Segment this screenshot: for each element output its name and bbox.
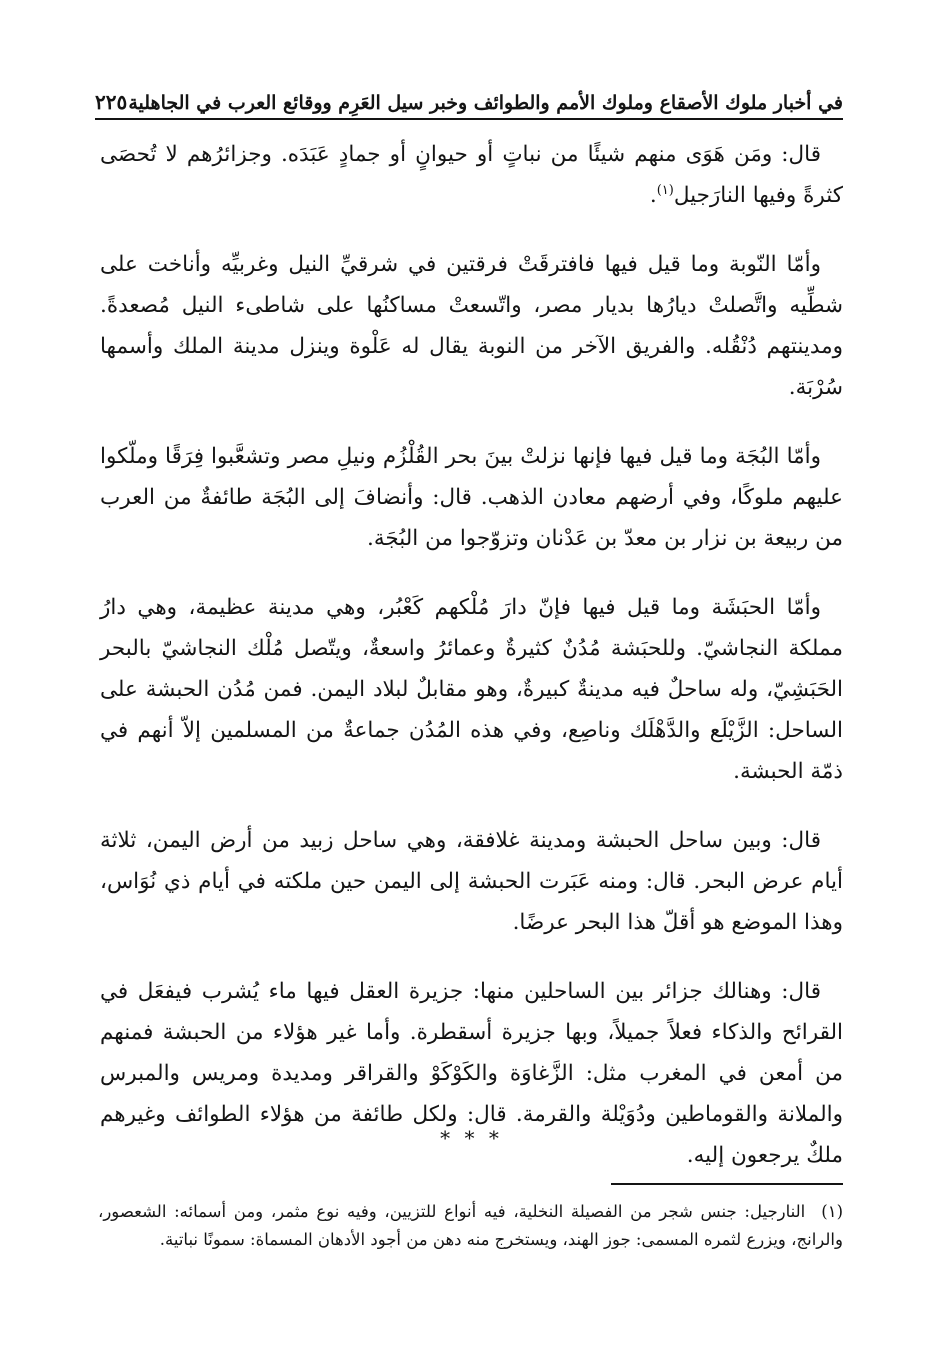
paragraph-text: قال: ومَن هَوَى منهم شيئًا من نباتٍ أو حيوانٍ أو جمادٍ عَبَدَه. وجزائرُهم لا تُحصَى كثرةً وفيها النارَجيل (100, 142, 843, 208)
paragraph: وأمّا البُجَة وما قيل فيها فإنها نزلتْ بينَ بحر القُلْزُم ونيلِ مصر وتشعَّبوا فِرَقًا وملّكوا عليهم ملوكًا، وفي أرضهم معادن الذهب. قال: وأنضافَ إلى البُجَة طائفةٌ من العرب من ربيعة بن نزار بن معدّ بن عَدْنان وتزوّجوا من البُجَة. (100, 444, 843, 551)
paragraph: وأمّا النّوبة وما قيل فيها فافترقَتْ فرقتين في شرقيِّ النيل وغربيِّه وأناخت على شطِّيه واتَّصلتْ ديارُها بديار مصر، واتّسعتْ مساكنُها على شاطىء النيل مُصعدةً. ومدينتهم دُنْقُله. والفريق الآخر من النوبة يقال له عَلْوة وينزل مدينة الملك وأسمها سُرْبَة. (100, 252, 843, 400)
paragraph: قال: وبين ساحل الحبشة ومدينة غلافقة، وهي ساحل زبيد من أرض اليمن، ثلاثة أيام عرض البحر. قال: ومنه عَبَرت الحبشة إلى اليمن حين ملكته في أيام ذي نُوَاس، وهذا الموضع هو أقلّ هذا البحر عرضًا. (100, 828, 843, 935)
paragraph-tail: . (649, 183, 657, 208)
running-header (95, 80, 843, 120)
page-body (100, 134, 843, 1204)
footnote-text: النارجيل: جنس شجر من الفصيلة النخلية، فيه أنواع للتزيين، وفيه نوع مثمر، ومن أسمائه: الشعصور، والرانج، ويزرع لثمره المسمى: جوز الهند، ويستخرج منه دهن من أجود الأدهان المسماة: سمونًا نباتية. (98, 1202, 843, 1249)
footnote-marker: (١) (821, 1202, 843, 1221)
footnote-reference[interactable]: (١) (656, 182, 674, 198)
page-number: ٢٢٥ (95, 90, 128, 114)
footnote (98, 1198, 843, 1254)
paragraph: وأمّا الحبَشَة وما قيل فيها فإنّ دارَ مُلْكهم كَعْبُر، وهي مدينة عظيمة، وهي دارُ مملكة النجاشيّ. وللحبَشة مُدُنٌ كثيرةٌ وعمائرُ واسعةٌ، ويتّصل مُلْك النجاشيّ بالبحر الحَبَشِيّ، وله ساحلٌ فيه مدينةٌ كبيرةٌ، وهو مقابلٌ لبلاد اليمن. فمن مُدُن الحبشة على الساحل: الزَّيْلَع والدَّهْلَك وناصِع، وفي هذه المُدُن جماعةٌ من المسلمين إلاّ أنهم في ذمّة الحبشة. (100, 595, 843, 784)
paragraph (100, 134, 843, 216)
running-header-title: في أخبار ملوك الأصقاع وملوك الأمم والطوائف وخبر سيل العَرِم ووقائع العرب في الجاهلية (128, 92, 843, 114)
footnote-divider (611, 1183, 843, 1185)
section-separator: * * * (440, 1126, 503, 1150)
paragraph: قال: وهنالك جزائر بين الساحلين منها: جزيرة العقل فيها ماء يُشرب فيفعَل في القرائح والذكاء فعلاً جميلاً، وبها جزيرة أسقطرة. وأما غير هؤلاء من الحبشة فمنهم من أمعن في المغرب مثل: الزَّغاوَة والكَوْكَوْ والقراقر ومديدة ومريس والمبرس والملانة والقوماطين ودُوَيْلة والقرمة. قال: ولكل طائفة من هؤلاء الطوائف وغيرهم ملكٌ يرجعون إليه. (100, 979, 843, 1168)
